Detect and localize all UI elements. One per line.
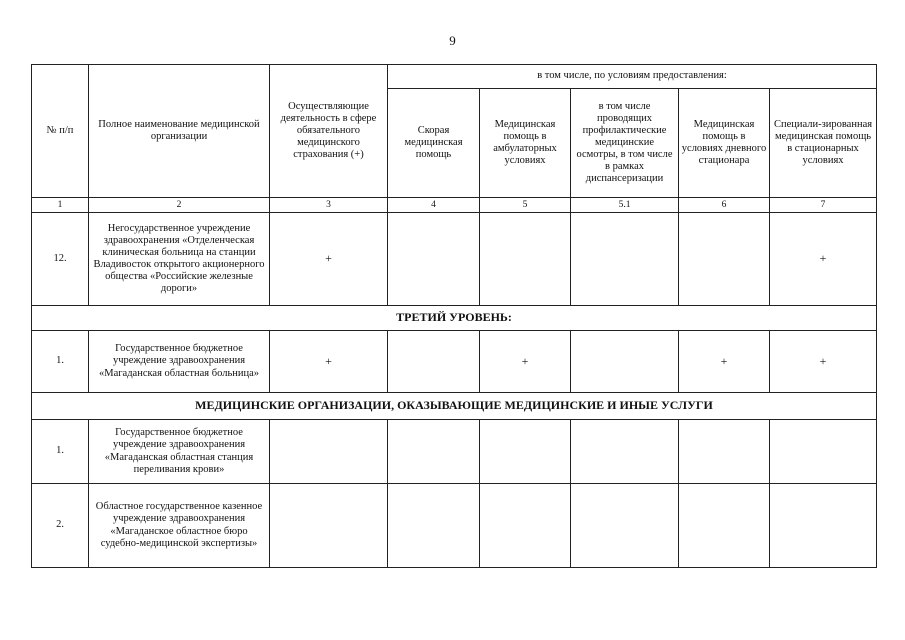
section-row xyxy=(32,306,877,331)
cell-col-4 xyxy=(388,484,480,568)
table-row xyxy=(32,331,877,393)
organization-name: Негосударственное учреждение здравоохранения «Отделенческая клиническая больница на станции Владивосток открытого акционерного общества «Российские железные дороги» xyxy=(89,213,270,306)
organization-name: Государственное бюджетное учреждение здравоохранения «Магаданская областная больница» xyxy=(89,331,270,393)
header-col-7: Специали-зированная медицинская помощь в стационарных условиях xyxy=(770,89,877,198)
cell-col-6 xyxy=(679,420,770,484)
index-cell: 4 xyxy=(388,198,480,213)
cell-col-51 xyxy=(571,484,679,568)
header-group-label: в том числе, по условиям предоставления: xyxy=(388,65,877,89)
index-row xyxy=(32,198,877,213)
cell-oms: + xyxy=(270,213,388,306)
row-number: 2. xyxy=(32,484,89,568)
cell-col-7: + xyxy=(770,213,877,306)
cell-col-6: + xyxy=(679,331,770,393)
index-cell: 1 xyxy=(32,198,89,213)
cell-oms: + xyxy=(270,331,388,393)
table-row xyxy=(32,213,877,306)
row-number: 1. xyxy=(32,420,89,484)
cell-col-7 xyxy=(770,484,877,568)
index-cell: 5.1 xyxy=(571,198,679,213)
cell-col-4 xyxy=(388,331,480,393)
cell-col-4 xyxy=(388,213,480,306)
index-cell: 3 xyxy=(270,198,388,213)
cell-col-51 xyxy=(571,420,679,484)
cell-col-4 xyxy=(388,420,480,484)
cell-col-5: + xyxy=(480,331,571,393)
header-row-1 xyxy=(32,65,877,89)
cell-oms xyxy=(270,420,388,484)
header-col-oms: Осуществляющие деятельность в сфере обязательного медицинского страхования (+) xyxy=(270,65,388,198)
row-number: 12. xyxy=(32,213,89,306)
index-cell: 2 xyxy=(89,198,270,213)
header-col-51: в том числе проводящих профилактические медицинские осмотры, в том числе в рамках диспансеризации xyxy=(571,89,679,198)
cell-col-7 xyxy=(770,420,877,484)
cell-col-5 xyxy=(480,484,571,568)
index-cell: 7 xyxy=(770,198,877,213)
organization-name: Областное государственное казенное учреждение здравоохранения «Магаданское областное бюро судебно-медицинской экспертизы» xyxy=(89,484,270,568)
row-number: 1. xyxy=(32,331,89,393)
index-cell: 5 xyxy=(480,198,571,213)
section-third-level: ТРЕТИЙ УРОВЕНЬ: xyxy=(32,306,877,331)
header-col-name: Полное наименование медицинской организации xyxy=(89,65,270,198)
header-col-6: Медицинская помощь в условиях дневного стационара xyxy=(679,89,770,198)
page-number: 9 xyxy=(449,33,456,48)
section-other-services: МЕДИЦИНСКИЕ ОРГАНИЗАЦИИ, ОКАЗЫВАЮЩИЕ МЕДИЦИНСКИЕ И ИНЫЕ УСЛУГИ xyxy=(32,393,877,420)
medical-organizations-table xyxy=(31,64,877,568)
header-col-4: Скорая медицинская помощь xyxy=(388,89,480,198)
cell-col-6 xyxy=(679,484,770,568)
table-row xyxy=(32,484,877,568)
organization-name: Государственное бюджетное учреждение здравоохранения «Магаданская областная станция переливания крови» xyxy=(89,420,270,484)
table-row xyxy=(32,420,877,484)
cell-col-7: + xyxy=(770,331,877,393)
section-row xyxy=(32,393,877,420)
cell-col-6 xyxy=(679,213,770,306)
header-col-5: Медицинская помощь в амбулаторных условиях xyxy=(480,89,571,198)
cell-col-51 xyxy=(571,213,679,306)
cell-col-5 xyxy=(480,420,571,484)
cell-oms xyxy=(270,484,388,568)
cell-col-51 xyxy=(571,331,679,393)
cell-col-5 xyxy=(480,213,571,306)
index-cell: 6 xyxy=(679,198,770,213)
header-col-num: № п/п xyxy=(32,65,89,198)
